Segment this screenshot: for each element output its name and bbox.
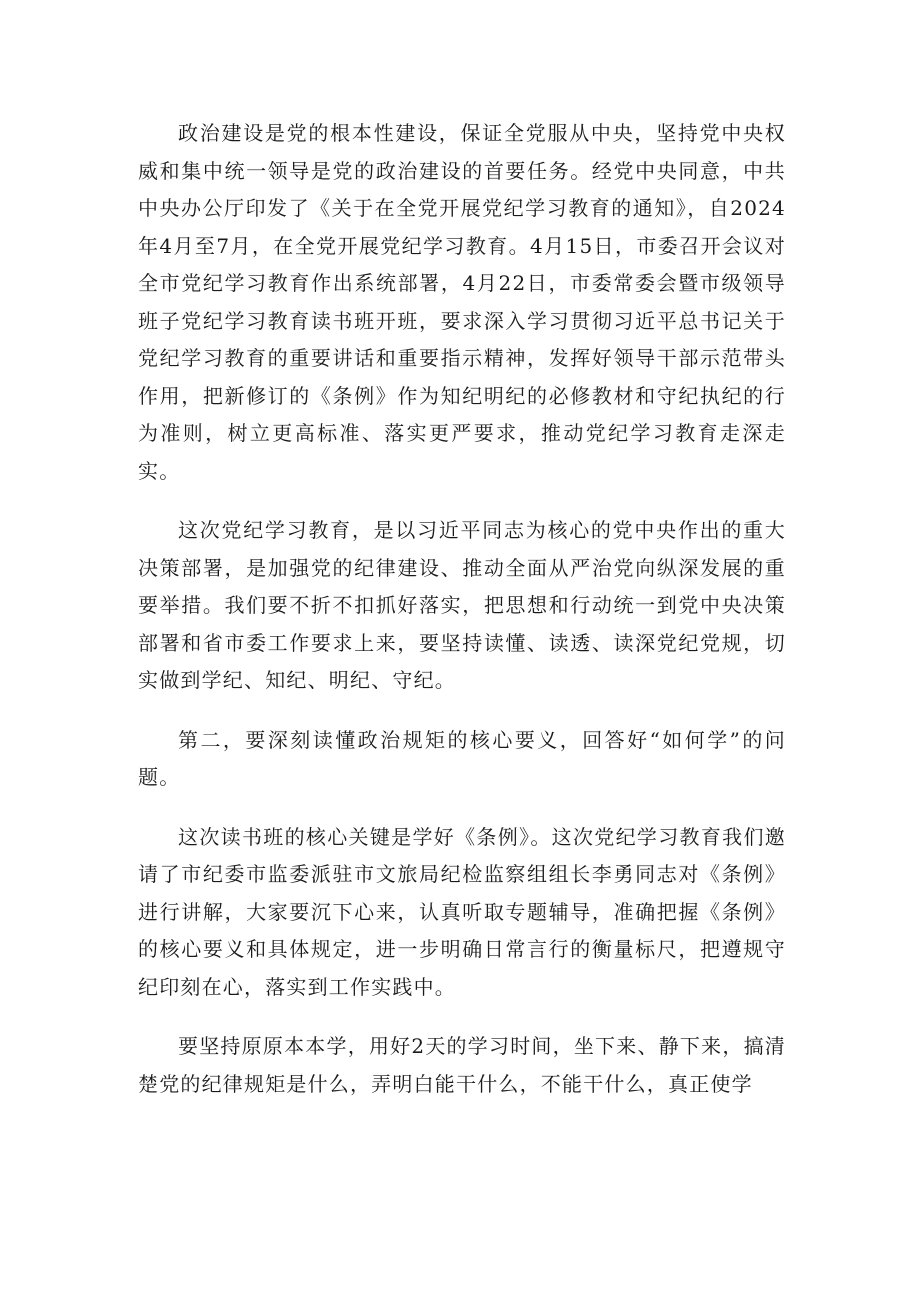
paragraph-1: 政治建设是党的根本性建设，保证全党服从中央，坚持党中央权威和集中统一领导是党的政治建设的首要任务。经党中央同意，中共中央办公厅印发了《关于在全党开展党纪学习教育的通知》，自2024年4月至7月，在全党开展党纪学习教育。4月15日，市委召开会议对全市党纪学习教育作出系统部署，4月22日，市委常委会暨市级领导班子党纪学习教育读书班开班，要求深入学习贯彻习近平总书记关于党纪学习教育的重要讲话和重要指示精神，发挥好领导干部示范带头作用，把新修订的《条例》作为知纪明纪的必修教材和守纪执纪的行为准则，树立更高标准、落实更严要求，推动党纪学习教育走深走实。 [138,121,786,483]
paragraph-4: 这次读书班的核心关键是学好《条例》。这次党纪学习教育我们邀请了市纪委市监委派驻市文旅局纪检监察组组长李勇同志对《条例》进行讲解，大家要沉下心来，认真听取专题辅导，准确把握《条例》的核心要义和具体规定，进一步明确日常言行的衡量标尺，把遵规守纪印刻在心，落实到工作实践中。 [138,824,786,999]
paragraph-5: 要坚持原原本本学，用好2天的学习时间，坐下来、静下来，搞清楚党的纪律规矩是什么，弄明白能干什么，不能干什么，真正使学 [138,1034,786,1096]
document-body [138,115,786,1125]
paragraph-2: 这次党纪学习教育，是以习近平同志为核心的党中央作出的重大决策部署，是加强党的纪律建设、推动全面从严治党向纵深发展的重要举措。我们要不折不扣抓好落实，把思想和行动统一到党中央决策部署和省市委工作要求上来，要坚持读懂、读透、读深党纪党规，切实做到学纪、知纪、明纪、守纪。 [138,518,786,692]
paragraph-3-heading: 第二，要深刻读懂政治规矩的核心要义，回答好“如何学”的问题。 [138,727,786,789]
